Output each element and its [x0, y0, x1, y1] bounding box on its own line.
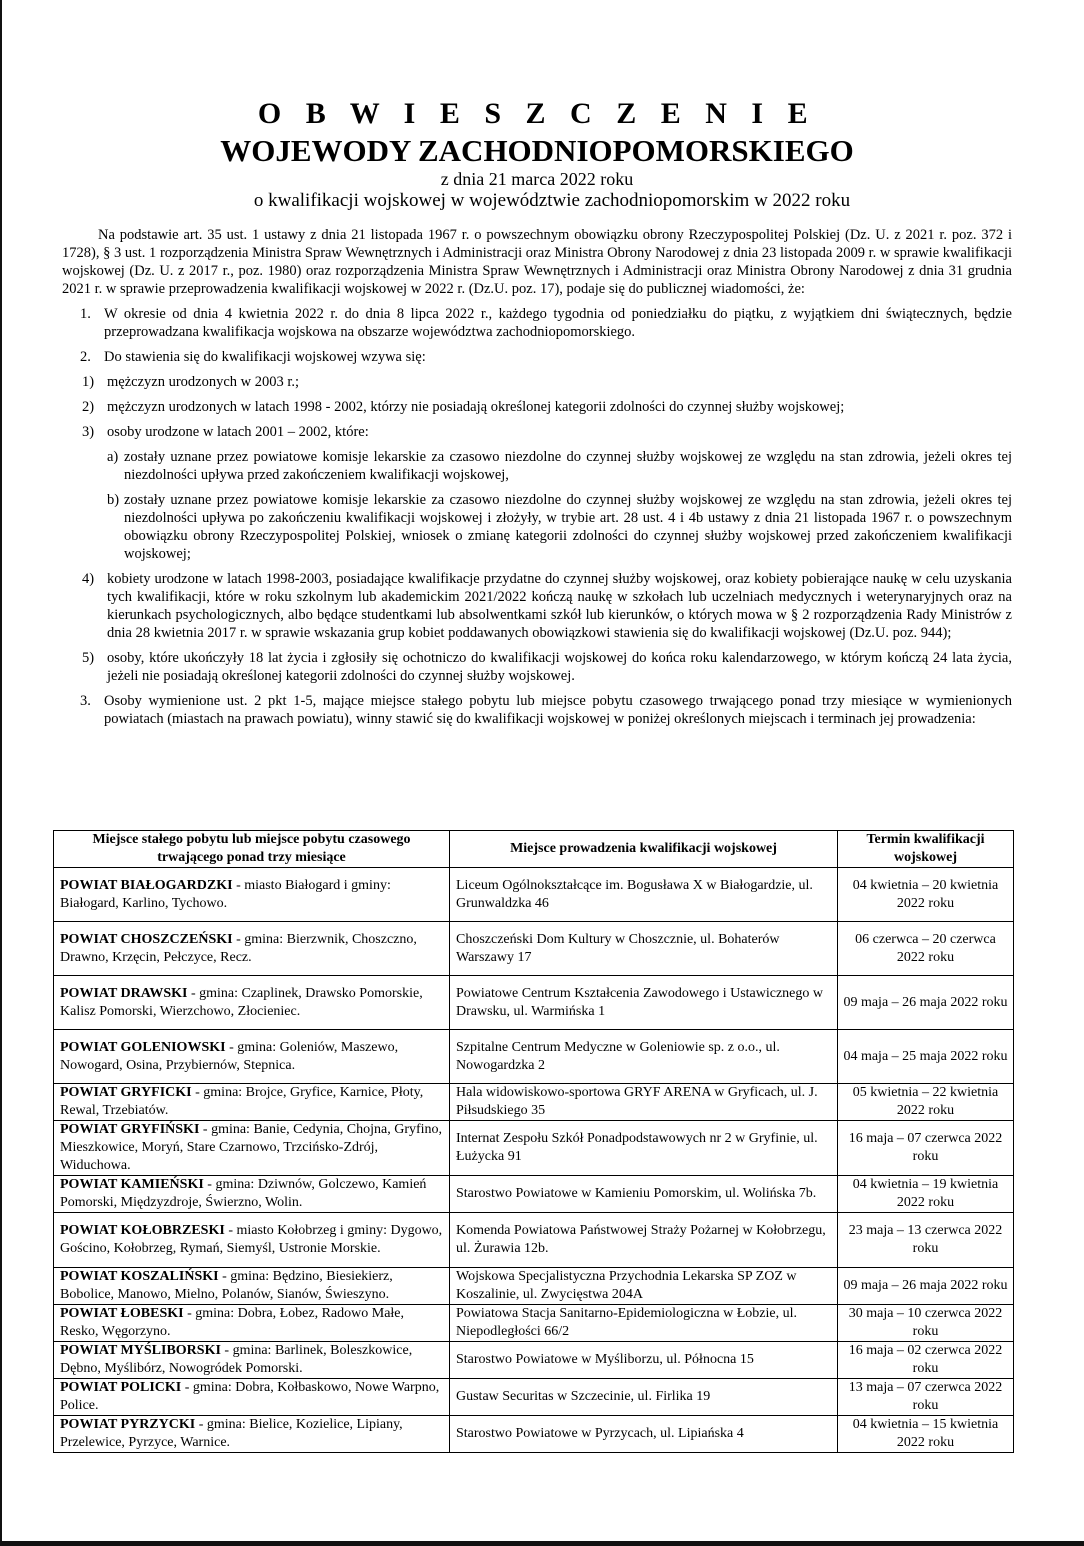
- powiat-name: POWIAT GOLENIOWSKI: [60, 1039, 226, 1055]
- table-row: [54, 922, 1014, 976]
- subpoint-2: [62, 398, 1012, 416]
- term-cell: 30 maja – 10 czerwca 2022 roku: [838, 1305, 1014, 1342]
- location-cell: Liceum Ogólnokształcące im. Bogusława X w Białogardzie, ul. Grunwaldzka 46: [450, 868, 838, 922]
- subpoint-3: [62, 423, 1012, 441]
- powiat-name: POWIAT GRYFIŃSKI: [60, 1122, 200, 1137]
- powiat-name: POWIAT MYŚLIBORSKI: [60, 1343, 221, 1358]
- residence-cell: [54, 868, 450, 922]
- term-cell: 04 kwietnia – 20 kwietnia 2022 roku: [838, 868, 1014, 922]
- term-cell: 05 kwietnia – 22 kwietnia 2022 roku: [838, 1084, 1014, 1121]
- residence-cell: [54, 976, 450, 1030]
- gminy-list: - miasto Białogard i gminy: Białogard, Karlino, Tychowo.: [60, 877, 391, 911]
- location-cell: Wojskowa Specjalistyczna Przychodnia Lekarska SP ZOZ w Koszalinie, ul. Zwycięstwa 204A: [450, 1268, 838, 1305]
- residence-cell: [54, 1268, 450, 1305]
- residence-cell: [54, 922, 450, 976]
- residence-cell: [54, 1084, 450, 1121]
- gminy-list: - gmina: Goleniów, Maszewo, Nowogard, Osina, Przybiernów, Stepnica.: [60, 1039, 399, 1073]
- term-cell: 23 maja – 13 czerwca 2022 roku: [838, 1213, 1014, 1268]
- letter-text: zostały uznane przez powiatowe komisje lekarskie za czasowo niezdolne do czynnej służby wojskowej ze względu na stan zdrowia, jeżeli okres tej niezdolności upływa po zakończeniu kwalifikacji wojskowej i złożyły, w trybie art. 28 ust. 4 i 4b ustawy z dnia 21 listopada 1967 r. o powszechnym obowiązku obrony Rzeczypospolitej Polskiej, wniosek o zmianę kategorii zdolności do czynnej służby wojskowej przed zakończeniem kwalifikacji wojskowej;: [124, 492, 1012, 562]
- page-bottom-edge: [0, 1541, 1084, 1546]
- gminy-list: - gmina: Barlinek, Boleszkowice, Dębno, Myślibórz, Nowogródek Pomorski.: [60, 1343, 413, 1376]
- residence-cell: [54, 1030, 450, 1084]
- point-text: Do stawienia się do kwalifikacji wojskowej wzywa się:: [104, 349, 426, 365]
- subpoint-number: 3): [82, 424, 95, 440]
- subpoint-text: osoby, które ukończyły 18 lat życia i zgłosiły się ochotniczo do kwalifikacji wojskowej do końca roku kalendarzowego, w którym kończą 24 lata życia, jeżeli nie posiadają określonej kategorii zdolności do czynnej służby wojskowej.: [107, 650, 1012, 684]
- point-number: 3.: [80, 693, 91, 709]
- point-1: [62, 305, 1012, 341]
- subpoint-number: 4): [82, 571, 95, 587]
- subpoint-number: 2): [82, 399, 95, 415]
- subpoint-4: [62, 570, 1012, 642]
- residence-cell: [54, 1416, 450, 1453]
- table-row: [54, 1305, 1014, 1342]
- page-left-edge: [0, 0, 2, 1546]
- gminy-list: - gmina: Banie, Cedynia, Chojna, Gryfino, Mieszkowice, Moryń, Stare Czarnowo, Trzcińsko-Zdrój, Widuchowa.: [60, 1122, 443, 1173]
- residence-cell: [54, 1176, 450, 1213]
- letter-text: zostały uznane przez powiatowe komisje lekarskie za czasowo niezdolne do czynnej służby wojskowej ze względu na stan zdrowia, jeżeli okres tej niezdolności upływa przed zakończeniem kwalifikacji wojskowej,: [124, 449, 1012, 483]
- residence-cell: [54, 1379, 450, 1416]
- gminy-list: - gmina: Bielice, Kozielice, Lipiany, Przelewice, Pyrzyce, Warnice.: [60, 1417, 403, 1450]
- point-number: 2.: [80, 349, 91, 365]
- location-cell: Gustaw Securitas w Szczecinie, ul. Firlika 19: [450, 1379, 838, 1416]
- term-cell: 16 maja – 02 czerwca 2022 roku: [838, 1342, 1014, 1379]
- location-cell: Starostwo Powiatowe w Kamieniu Pomorskim, ul. Wolińska 7b.: [450, 1176, 838, 1213]
- table-row: [54, 976, 1014, 1030]
- table-row: [54, 868, 1014, 922]
- table-row: [54, 1379, 1014, 1416]
- table-row: [54, 1176, 1014, 1213]
- table-row: [54, 1030, 1014, 1084]
- term-cell: 09 maja – 26 maja 2022 roku: [838, 976, 1014, 1030]
- table-header-row: [54, 831, 1014, 868]
- point-text: W okresie od dnia 4 kwietnia 2022 r. do dnia 8 lipca 2022 r., każdego tygodnia od poniedziałku do piątku, z wyjątkiem dni świątecznych, będzie przeprowadzana kwalifikacja wojskowa na obszarze województwa zachodniopomorskiego.: [104, 306, 1012, 340]
- location-cell: Choszczeński Dom Kultury w Choszcznie, ul. Bohaterów Warszawy 17: [450, 922, 838, 976]
- powiat-name: POWIAT DRAWSKI: [60, 985, 188, 1001]
- subpoint-text: osoby urodzone w latach 2001 – 2002, które:: [107, 424, 369, 440]
- point-number: 1.: [80, 306, 91, 322]
- powiat-name: POWIAT BIAŁOGARDZKI: [60, 877, 233, 893]
- table-row: [54, 1121, 1014, 1176]
- gminy-list: - miasto Kołobrzeg i gminy: Dygowo, Gościno, Kołobrzeg, Rymań, Siemyśl, Ustronie Morskie.: [60, 1223, 443, 1256]
- subpoint-text: kobiety urodzone w latach 1998-2003, posiadające kwalifikacje przydatne do czynnej służby wojskowej, oraz kobiety pobierające naukę w celu uzyskania tych kwalifikacji, które w roku szkolnym lub akademickim 2021/2022 kończą naukę w szkołach lub uczelniach medycznych i weterynaryjnych oraz na kierunkach psychologicznych, albo będące studentkami lub absolwentkami szkół lub kierunków, o których mowa w § 2 rozporządzenia Rady Ministrów z dnia 28 kwietnia 2017 r. w sprawie wskazania grup kobiet poddawanych obowiązkowi stawienia się do kwalifikacji wojskowej (Dz.U. poz. 944);: [107, 571, 1012, 641]
- powiat-name: POWIAT CHOSZCZEŃSKI: [60, 931, 233, 947]
- location-cell: Starostwo Powiatowe w Myśliborzu, ul. Północna 15: [450, 1342, 838, 1379]
- powiat-name: POWIAT KOŁOBRZESKI: [60, 1223, 225, 1238]
- letter-number: a): [107, 449, 119, 465]
- subpoint-number: 5): [82, 650, 95, 666]
- term-cell: 04 maja – 25 maja 2022 roku: [838, 1030, 1014, 1084]
- schedule-table: [53, 830, 1014, 1453]
- residence-cell: [54, 1121, 450, 1176]
- letter-number: b): [107, 492, 120, 508]
- gminy-list: - gmina: Dziwnów, Golczewo, Kamień Pomorski, Międzyzdroje, Świerzno, Wolin.: [60, 1177, 427, 1210]
- title-subject: o kwalifikacji wojskowej w województwie zachodniopomorskim w 2022 roku: [253, 190, 851, 211]
- gminy-list: - gmina: Dobra, Kołbaskowo, Nowe Warpno, Police.: [60, 1380, 440, 1413]
- term-cell: 09 maja – 26 maja 2022 roku: [838, 1268, 1014, 1305]
- subpoint-3a: [62, 448, 1012, 484]
- subpoint-text: mężczyzn urodzonych w latach 1998 - 2002, którzy nie posiadają określonej kategorii zdolności do czynnej służby wojskowej;: [107, 399, 845, 415]
- subpoint-text: mężczyzn urodzonych w 2003 r.;: [107, 374, 300, 390]
- header-term: Termin kwalifikacji wojskowej: [838, 831, 1014, 868]
- gminy-list: - gmina: Dobra, Łobez, Radowo Małe, Resko, Węgorzyno.: [60, 1306, 405, 1339]
- residence-cell: [54, 1305, 450, 1342]
- location-cell: Hala widowiskowo-sportowa GRYF ARENA w Gryficach, ul. J. Piłsudskiego 35: [450, 1084, 838, 1121]
- term-cell: 04 kwietnia – 15 kwietnia 2022 roku: [838, 1416, 1014, 1453]
- term-cell: 06 czerwca – 20 czerwca 2022 roku: [838, 922, 1014, 976]
- location-cell: Szpitalne Centrum Medyczne w Goleniowie sp. z o.o., ul. Nowogardzka 2: [450, 1030, 838, 1084]
- location-cell: Powiatowa Stacja Sanitarno-Epidemiologiczna w Łobzie, ul. Niepodległości 66/2: [450, 1305, 838, 1342]
- powiat-name: POWIAT GRYFICKI: [60, 1085, 192, 1100]
- location-cell: Powiatowe Centrum Kształcenia Zawodowego i Ustawicznego w Drawsku, ul. Warmińska 1: [450, 976, 838, 1030]
- residence-cell: [54, 1342, 450, 1379]
- location-cell: Komenda Powiatowa Państwowej Straży Pożarnej w Kołobrzegu, ul. Żurawia 12b.: [450, 1213, 838, 1268]
- gminy-list: - gmina: Brojce, Gryfice, Karnice, Płoty, Rewal, Trzebiatów.: [60, 1085, 424, 1118]
- table-row: [54, 1084, 1014, 1121]
- title-date: z dnia 21 marca 2022 roku: [440, 169, 634, 189]
- term-cell: 13 maja – 07 czerwca 2022 roku: [838, 1379, 1014, 1416]
- term-cell: 16 maja – 07 czerwca 2022 roku: [838, 1121, 1014, 1176]
- intro-paragraph: Na podstawie art. 35 ust. 1 ustawy z dnia 21 listopada 1967 r. o powszechnym obowiązku obrony Rzeczypospolitej Polskiej (Dz. U. z 2021 r. poz. 372 i 1728), § 3 ust. 1 rozporządzenia Ministra Spraw Wewnętrznych i Administracji oraz Ministra Obrony Narodowej z dnia 23 listopada 2009 r. w sprawie kwalifikacji wojskowej (Dz. U. z 2017 r., poz. 1980) oraz rozporządzenia Ministra Spraw Wewnętrznych i Administracji oraz Ministra Obrony Narodowej z dnia 31 grudnia 2021 r. w sprawie przeprowadzenia kwalifikacji wojskowej w 2022 r. (Dz.U. poz. 17), podaje się do publicznej wiadomości, że:: [62, 227, 1012, 297]
- powiat-name: POWIAT KOSZALIŃSKI: [60, 1269, 219, 1284]
- powiat-name: POWIAT PYRZYCKI: [60, 1417, 196, 1432]
- subpoint-1: [62, 373, 1012, 391]
- table-row: [54, 1213, 1014, 1268]
- location-cell: Starostwo Powiatowe w Pyrzycach, ul. Lipiańska 4: [450, 1416, 838, 1453]
- powiat-name: POWIAT ŁOBESKI: [60, 1306, 184, 1321]
- document-page: [62, 96, 1012, 728]
- header-residence: Miejsce stałego pobytu lub miejsce pobytu czasowego trwającego ponad trzy miesiące: [54, 831, 450, 868]
- point-2: [62, 348, 1012, 366]
- gminy-list: - gmina: Czaplinek, Drawsko Pomorskie, Kalisz Pomorski, Wierzchowo, Złocieniec.: [60, 985, 423, 1019]
- location-cell: Internat Zespołu Szkół Ponadpodstawowych nr 2 w Gryfinie, ul. Łużycka 91: [450, 1121, 838, 1176]
- point-text: Osoby wymienione ust. 2 pkt 1-5, mające miejsce stałego pobytu lub miejsce pobytu czasowego trwającego ponad trzy miesiące w wymienionych powiatach (miastach na prawach powiatu), winny stawić się do kwalifikacji wojskowej w poniżej określonych miejscach i terminach jej prowadzenia:: [104, 693, 1012, 727]
- point-3: [62, 692, 1012, 728]
- header-location: Miejsce prowadzenia kwalifikacji wojskowej: [450, 831, 838, 868]
- title-obwieszczenie: O B W I E S Z C Z E N I E: [257, 97, 817, 130]
- subpoint-3b: [62, 491, 1012, 563]
- subpoint-5: [62, 649, 1012, 685]
- table-row: [54, 1416, 1014, 1453]
- table-row: [54, 1268, 1014, 1305]
- powiat-name: POWIAT KAMIEŃSKI: [60, 1177, 204, 1192]
- term-cell: 04 kwietnia – 19 kwietnia 2022 roku: [838, 1176, 1014, 1213]
- gminy-list: - gmina: Bierzwnik, Choszczno, Drawno, Krzęcin, Pełczyce, Recz.: [60, 931, 417, 965]
- title-wojewoda: WOJEWODY ZACHODNIOPOMORSKIEGO: [220, 133, 854, 168]
- table-row: [54, 1342, 1014, 1379]
- subpoint-number: 1): [82, 374, 95, 390]
- powiat-name: POWIAT POLICKI: [60, 1380, 182, 1395]
- gminy-list: - gmina: Będzino, Biesiekierz, Bobolice, Manowo, Mielno, Polanów, Sianów, Świeszyno.: [60, 1269, 393, 1302]
- residence-cell: [54, 1213, 450, 1268]
